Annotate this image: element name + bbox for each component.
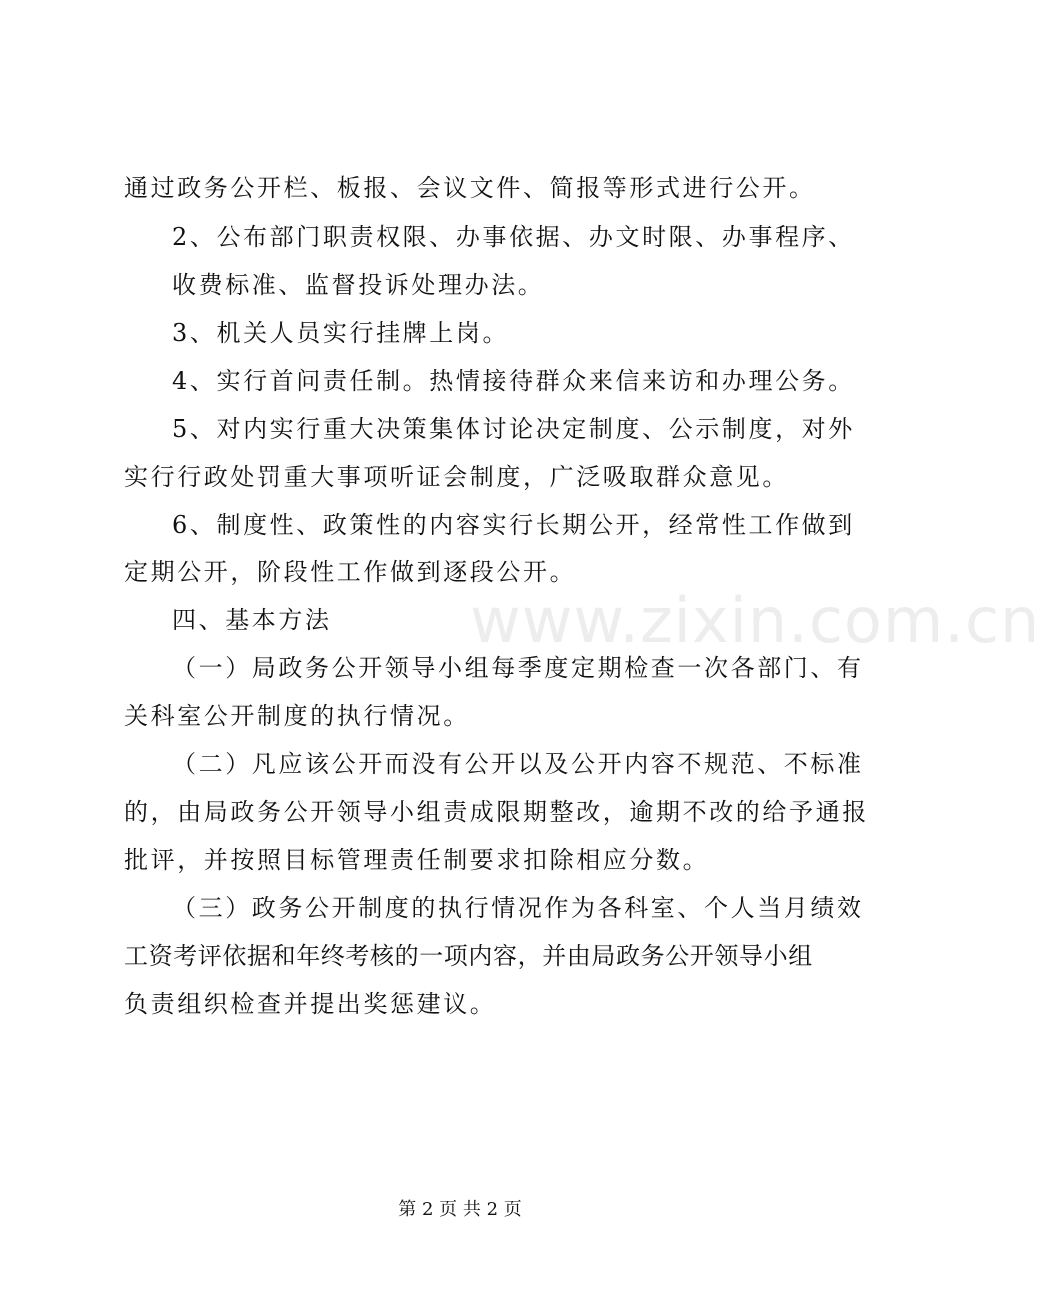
paragraph-line: 关科室公开制度的执行情况。 [124,702,470,730]
paragraph-line: 的，由局政务公开领导小组责成限期整改，逾期不改的给予通报 [124,798,869,826]
paragraph-line: （二）凡应该公开而没有公开以及公开内容不规范、不标准 [172,750,864,778]
paragraph-line: （一）局政务公开领导小组每季度定期检查一次各部门、有 [172,654,864,682]
paragraph-line: 批评，并按照目标管理责任制要求扣除相应分数。 [124,846,710,874]
paragraph-line: （三）政务公开制度的执行情况作为各科室、个人当月绩效 [172,894,864,922]
paragraph-line: 负责组织检查并提出奖惩建议。 [124,990,497,1018]
paragraph-line: 通过政务公开栏、板报、会议文件、简报等形式进行公开。 [124,174,816,202]
paragraph-line: 6、制度性、政策性的内容实行长期公开，经常性工作做到 [172,511,855,539]
section-heading: 四、基本方法 [172,606,332,634]
watermark-text: www.zixin.com.cn [470,584,1040,657]
page-footer: 第 2 页 共 2 页 [398,1199,522,1220]
paragraph-line: 定期公开，阶段性工作做到逐段公开。 [124,558,577,586]
paragraph-line: 5、对内实行重大决策集体讨论决定制度、公示制度，对外 [172,415,855,443]
paragraph-line: 实行行政处罚重大事项听证会制度，广泛吸取群众意见。 [124,463,789,491]
paragraph-line: 3、机关人员实行挂牌上岗。 [172,319,510,347]
paragraph-line: 工资考评依据和年终考核的一项内容，并由局政务公开领导小组 [124,942,813,970]
paragraph-line: 收费标准、监督投诉处理办法。 [172,271,545,299]
paragraph-line: 4、实行首问责任制。热情接待群众来信来访和办理公务。 [172,367,855,395]
paragraph-line: 2、公布部门职责权限、办事依据、办文时限、办事程序、 [172,223,855,251]
